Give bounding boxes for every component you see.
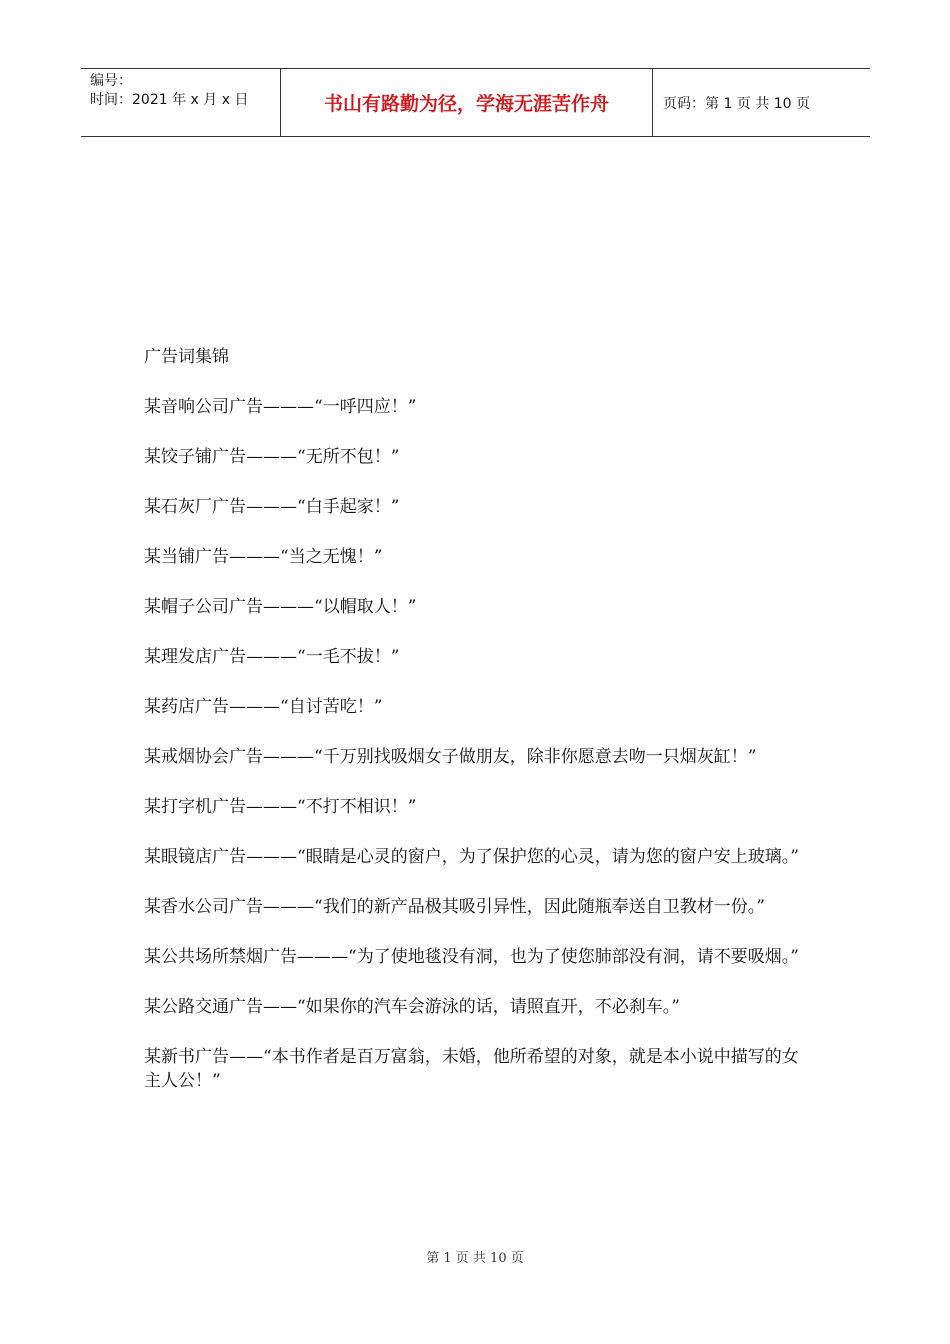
ad-item: 某药店广告———“自讨苦吃！” xyxy=(144,697,383,717)
ad-item: 某音响公司广告———“一呼四应！” xyxy=(144,397,417,417)
ad-item: 某帽子公司广告———“以帽取人！” xyxy=(144,597,417,617)
page-info: 页码：第 1 页 共 10 页 xyxy=(663,95,810,112)
ad-item: 某戒烟协会广告———“千万别找吸烟女子做朋友，除非你愿意去吻一只烟灰缸！” xyxy=(144,747,757,767)
motto-text: 书山有路勤为径，学海无涯苦作舟 xyxy=(323,93,609,115)
ad-item: 某公共场所禁烟广告———“为了使地毯没有洞，也为了使您肺部没有洞，请不要吸烟。” xyxy=(144,947,799,967)
page-footer xyxy=(0,1247,950,1266)
ad-item: 某新书广告——“本书作者是百万富翁，未婚，他所希望的对象，就是本小说中描写的女主人公！” xyxy=(144,1047,799,1091)
ad-item: 某香水公司广告———“我们的新产品极其吸引异性，因此随瓶奉送自卫教材一份。” xyxy=(144,897,765,917)
ad-item: 某打字机广告———“不打不相识！” xyxy=(144,797,417,817)
footer-page-number: 第 1 页 共 10 页 xyxy=(426,1251,524,1266)
ad-item: 某理发店广告———“一毛不拔！” xyxy=(144,647,400,667)
header-table xyxy=(81,68,870,137)
document-title: 广告词集锦 xyxy=(144,347,229,367)
header-meta-cell xyxy=(81,69,281,136)
ad-item: 某眼镜店广告———“眼睛是心灵的窗户，为了保护您的心灵，请为您的窗户安上玻璃。” xyxy=(144,847,799,867)
ad-item: 某公路交通广告——“如果你的汽车会游泳的话，请照直开，不必刹车。” xyxy=(144,997,680,1017)
document-body xyxy=(144,345,810,1119)
number-label: 编号： xyxy=(90,73,132,89)
header-page-cell xyxy=(653,69,870,136)
ad-item: 某饺子铺广告———“无所不包！” xyxy=(144,447,400,467)
header-motto-cell xyxy=(281,69,653,136)
ad-item: 某当铺广告———“当之无愧！” xyxy=(144,547,383,567)
time-label: 时间：2021 年 x 月 x 日 xyxy=(90,92,249,108)
ad-item: 某石灰厂广告———“白手起家！” xyxy=(144,497,400,517)
